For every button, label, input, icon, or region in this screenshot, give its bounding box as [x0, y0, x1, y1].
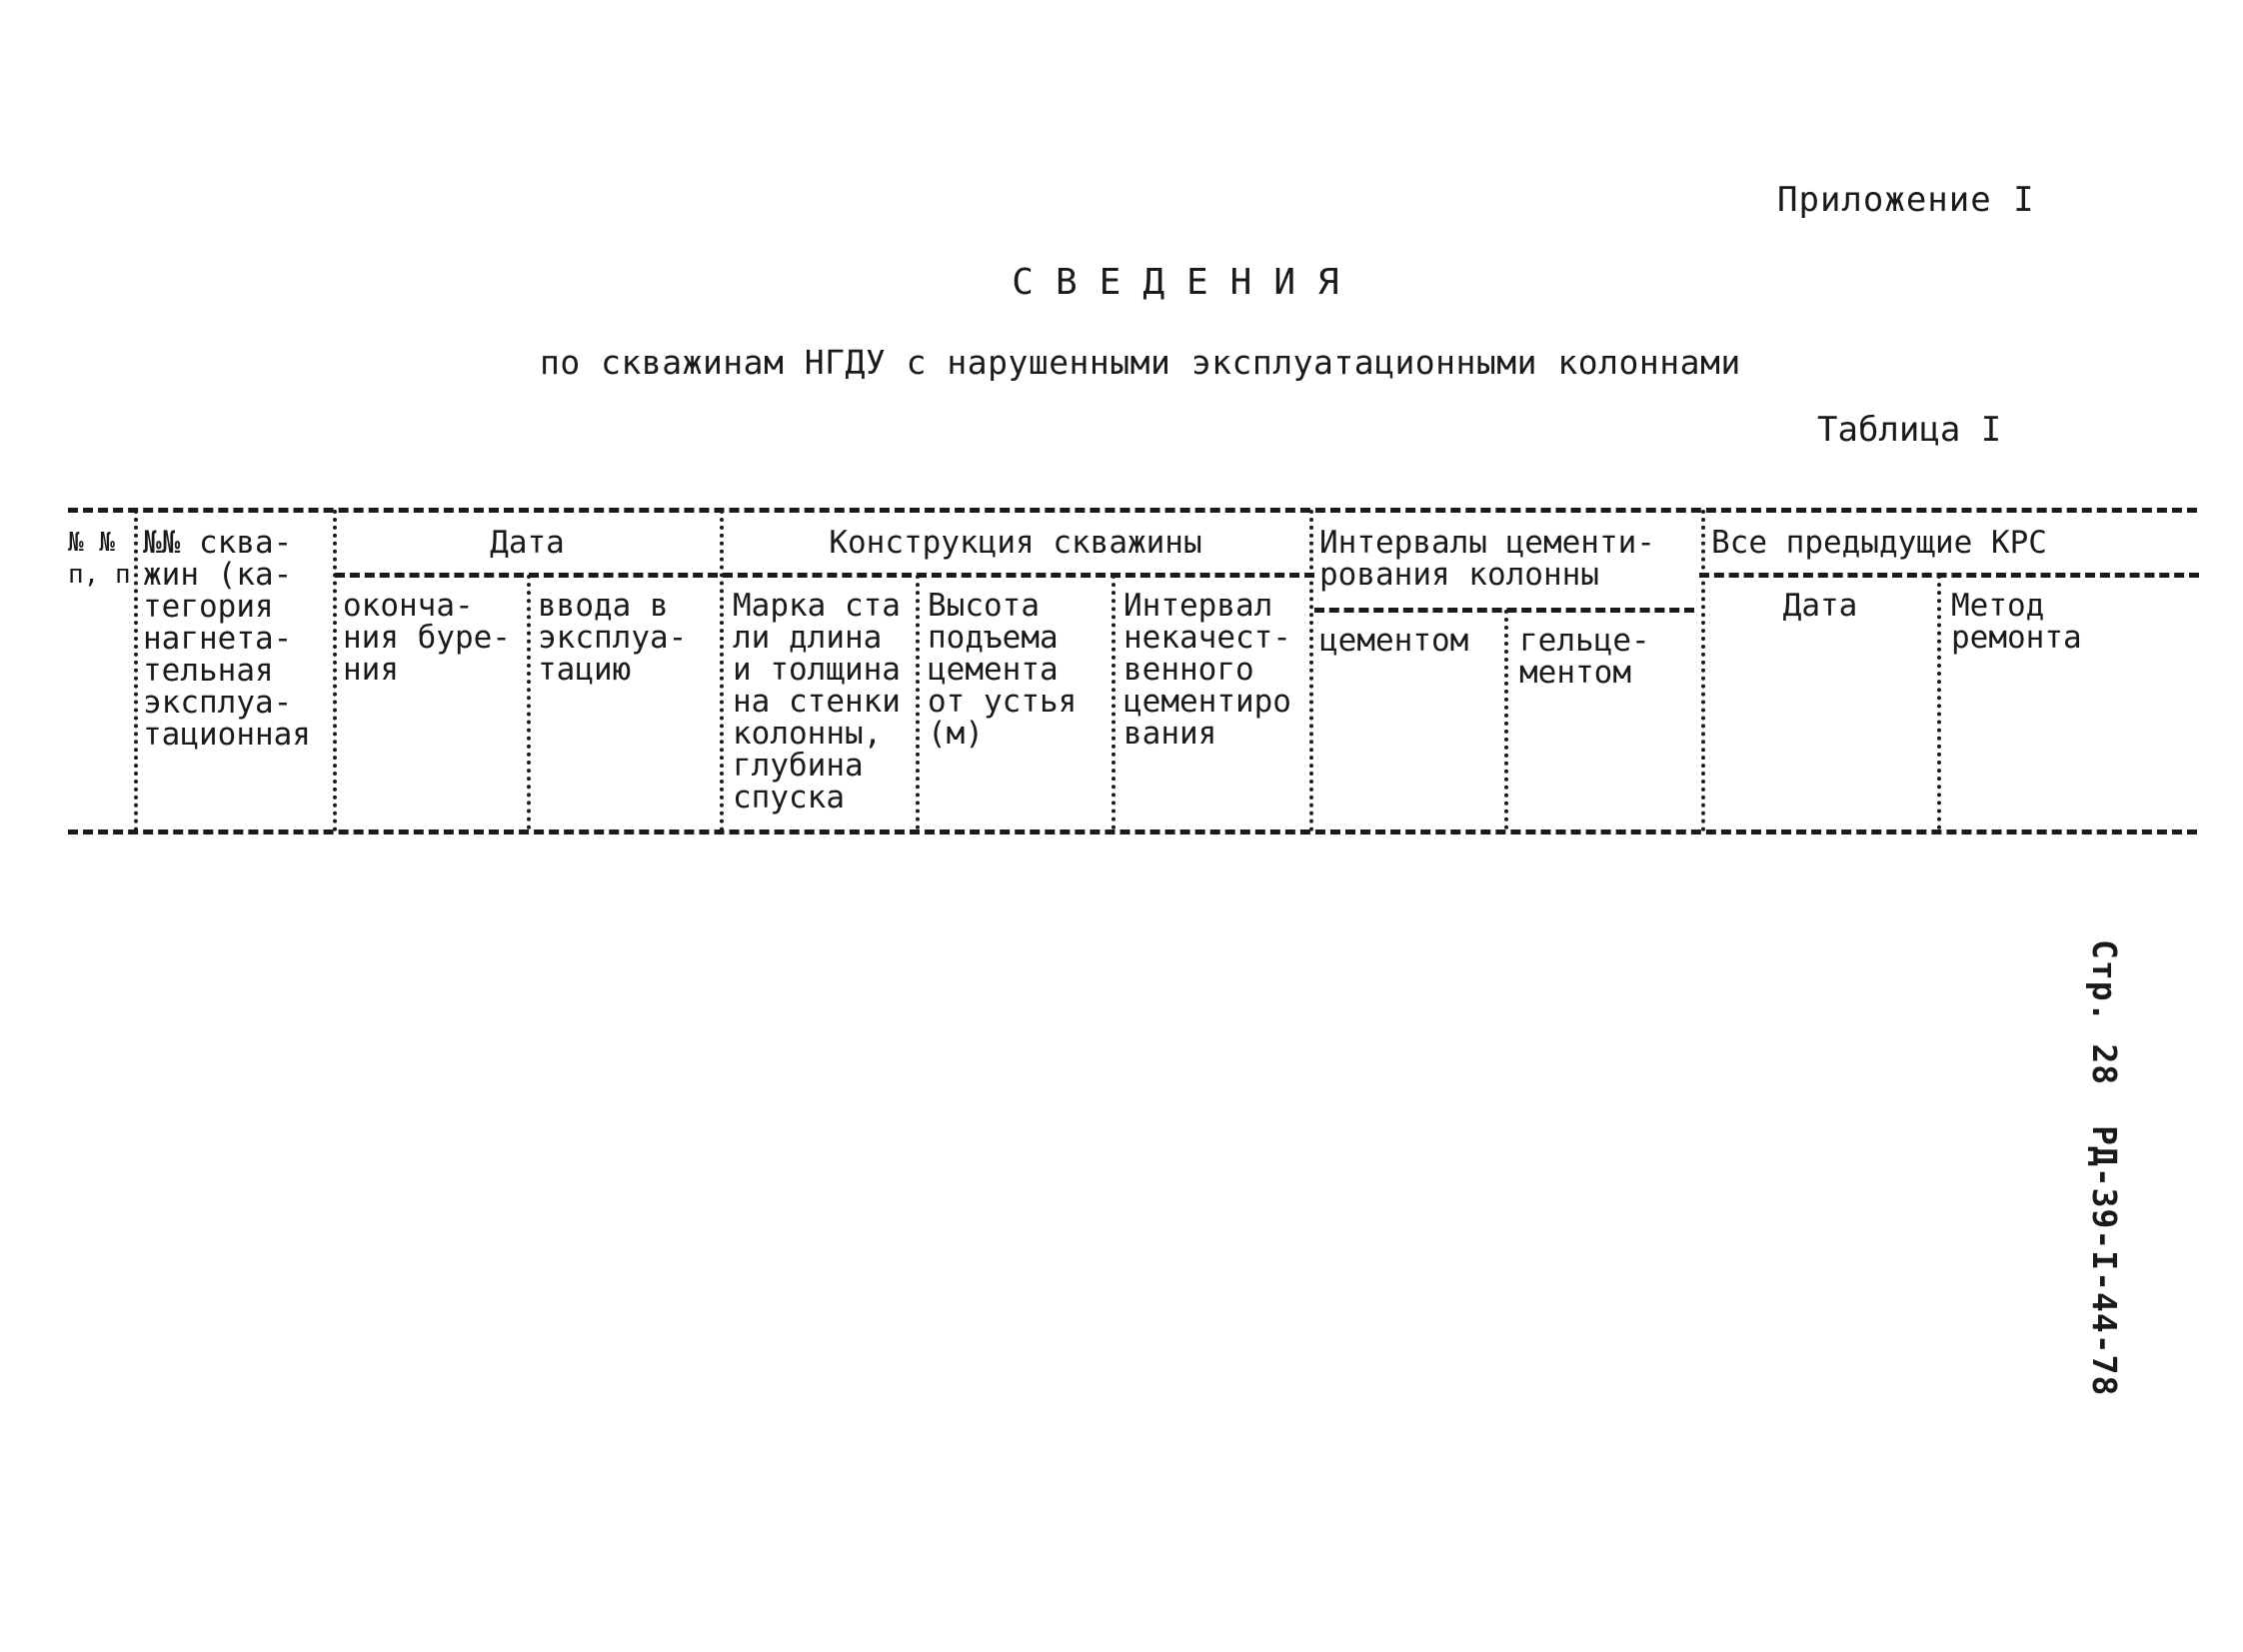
document-title: СВЕДЕНИЯ: [1012, 262, 1361, 303]
column-divider: [916, 575, 920, 829]
construction-group-header: Конструкция скважины: [829, 525, 1202, 561]
col-number-header: № № п, п: [68, 528, 131, 590]
col-commission-header: ввода в эксплуа- тацию: [538, 588, 688, 688]
subheader-divider: [335, 573, 1314, 578]
column-divider: [134, 510, 138, 831]
table-bottom-border: [68, 829, 2197, 834]
intervals-group-header: Интервалы цементи- рования колонны: [1319, 525, 1655, 593]
krs-group-header: Все предыдущие КРС: [1711, 525, 2047, 561]
table-top-border: [68, 508, 2197, 513]
column-divider: [1309, 510, 1313, 831]
col-gelcement-header: гельце- ментом: [1519, 623, 1650, 691]
appendix-label: Приложение I: [1777, 180, 2035, 220]
col-cement-header: цементом: [1319, 623, 1469, 659]
col-steel-header: Марка ста ли длина и толщина на стенки колонны, глубина спуска: [733, 588, 901, 816]
col-krs-method-header: Метод ремонта: [1951, 588, 2082, 656]
document-code: РД-39-I-44-78: [2085, 1125, 2124, 1397]
column-divider: [1937, 575, 1941, 829]
col-well-header: №№ сква- жин (ка- тегория нагнета- тельная эксплуа- тационная: [143, 525, 311, 753]
page-number: Стр. 28: [2085, 939, 2124, 1086]
col-krs-date-header: Дата: [1782, 588, 1858, 624]
date-group-header: Дата: [490, 525, 565, 561]
col-poor-interval-header: Интервал некачест- венного цементиро вания: [1123, 588, 1291, 752]
document-subtitle: по скважинам НГДУ с нарушенными эксплуатационными колоннами: [540, 343, 1741, 382]
column-divider: [527, 575, 531, 829]
col-drill-end-header: оконча- ния буре- ния: [343, 588, 511, 688]
table-label: Таблица I: [1817, 410, 2002, 450]
page-margin-note: [2085, 939, 2124, 1499]
krs-divider: [1699, 573, 2199, 578]
col-cement-height-header: Высота подъема цемента от устья (м): [928, 588, 1078, 752]
column-divider: [1701, 510, 1705, 831]
column-divider: [1112, 575, 1116, 829]
column-divider: [1504, 610, 1508, 829]
